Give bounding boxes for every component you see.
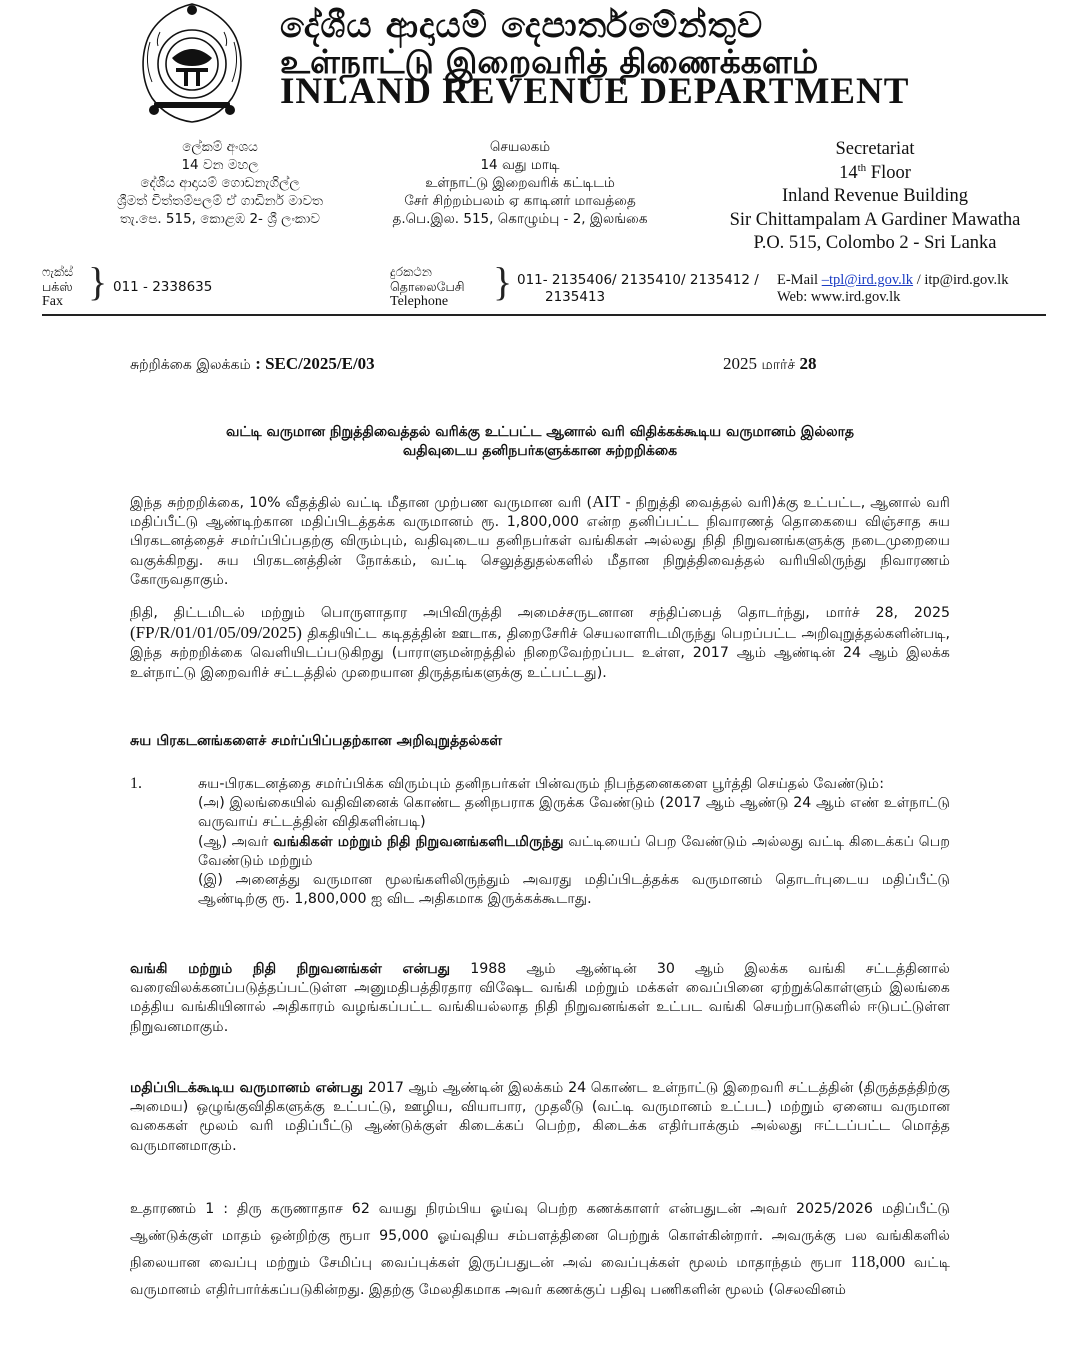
address-line: Sir Chittampalam A Gardiner Mawatha — [729, 209, 1021, 230]
list-number: 1. — [130, 775, 142, 792]
address-line: 14th Floor — [839, 161, 911, 183]
fax-number: 011 - 2338635 — [113, 279, 213, 295]
department-title-sinhala: දේශීය ආදායම් දෙපාර්තමේන්තුව — [280, 6, 764, 46]
address-line: P.O. 515, Colombo 2 - Sri Lanka — [753, 233, 997, 253]
circular-number: சுற்றிக்கை இலக்கம் : SEC/2025/E/03 — [130, 354, 375, 373]
department-title-english: INLAND REVENUE DEPARTMENT — [280, 71, 910, 112]
condition-b: (ஆ) அவர் வங்கிகள் மற்றும் நிதி நிறுவனங்களிடமிருந்து வட்டியைப் பெற வேண்டும் அல்லது வட்டி கிடைக்கப் பெற வேண்டும் மற்றும் — [198, 833, 950, 869]
circular-date: 2025 மார்ச் 28 — [723, 354, 817, 373]
address-line: තැ.පෙ. 515, කොළඹ 2- ශ්‍රී ලංකාව — [119, 211, 320, 227]
paragraph-bank-definition: வங்கி மற்றும் நிதி நிறுவனங்கள் என்பது 1988 ஆம் ஆண்டின் 30 ஆம் இலக்க வங்கி சட்டத்தினால் வரைவிலக்கனப்படுத்தப்பட்டுள்ள அனுமதிபத்திரதார விஷேட வங்கி மற்றும் மக்கள் வைப்பினை ஏற்றுக்கொள்ளும் இலங்கை மத்திய வங்கியினால் அதிகாரம் வழங்கப்பட்ட வங்கியல்லாத நிதி நிறுவனங்கள் உட்பட வங்கி செயற்பாடுகளில் ஈடுபட்டுள்ள நிறுவனமாகும். — [130, 961, 950, 1035]
address-line: செயலகம் — [489, 139, 551, 155]
circular-title: வட்டி வருமான நிறுத்திவைத்தல் வரிக்கு உட்பட்ட ஆனால் வரி விதிக்கக்கூடிய வருமானம் இல்லாத வதிவுடைய தனிநபர்களுக்கான சுற்றறிக்கை — [225, 424, 855, 459]
address-line: දේශීය ආදායම් ගොඩනැගිල්ල — [140, 175, 300, 191]
email-web-block: E-Mail –tpl@ird.gov.lk / itp@ird.gov.lk Web: www.ird.gov.lk — [777, 272, 1009, 305]
brace-divider: } — [493, 259, 513, 304]
telephone-label: දුරකථන தொலைபேசி Telephone — [390, 264, 465, 309]
header-divider — [42, 314, 1046, 316]
condition-a: (அ) இலங்கையில் வதிவினைக் கொண்ட தனிநபராக இருக்க வேண்டும் (2017 ஆம் ஆண்டு 24 ஆம் எண் உள்நாட்டு வருவாய் சட்டத்தின் விதிகளின்படி) — [198, 795, 950, 831]
paragraph-example-1: உதாரணம் 1 : திரு கருணாதாச 62 வயது நிரம்பிய ஓய்வு பெற்ற கணக்காளர் என்பதுடன் அவர் 2025/2026 மதிப்பீட்டு ஆண்டுக்குள் மாதம் ஒன்றிற்கு ரூபா 95,000 ஓய்வுதிய சம்பளத்தினை பெற்றுக் கொள்கின்றார். அவருக்கு பல வங்கிகளில் நிலையான வைப்பு மற்றும் சேமிப்பு வைப்புக்கள் இருப்பதுடன் அவ் வைப்புக்கள் மூலம் மாதாந்தம் ரூபா 118,000 வட்டி வருமானம் எதிர்பார்க்கப்படுகின்றது. இதற்கு மேலதிகமாக அவர் கணக்குப் பதிவு பணிகளின் மூலம் (செலவினம் — [130, 1201, 950, 1298]
telephone-numbers: 011- 2135406/ 2135410/ 2135412 / 2135413 — [517, 272, 759, 305]
paragraph-intro: இந்த சுற்றறிக்கை, 10% வீதத்தில் வட்டி மீதான முற்பண வருமான வரி (AIT - நிறுத்தி வைத்தல் வரி)க்கு உட்பட்ட, ஆனால் வரி மதிப்பீட்டு ஆண்டிற்கான மதிப்பிடத்தக்க வருமானம் ரூ. 1,800,000 என்ற தனிப்பட்ட நிவாரணத் தொகையை விஞ்சாத சுய பிரகடனத்தைச் சமர்ப்பிப்பதற்கு விரும்பும், வதிவுடைய தனிநபர்கள் வங்கிகள் அல்லது நிதி நிறுவனங்களுக்கு நடைமுறையை வகுக்கிறது. சுய பிரகடனத்தின் நோக்கம், வட்டி செலுத்துதல்களில் மீதான நிறுத்திவைத்தல் வரியிலிருந்து நிவாரணம் கோருவதாகும். — [130, 492, 951, 588]
address-line: உள்நாட்டு இறைவரிக் கட்டிடம் — [425, 175, 615, 191]
website-text: Web: www.ird.gov.lk — [777, 289, 901, 305]
section-heading: சுய பிரகடனங்களைச் சமர்ப்பிப்பதற்கான அறிவுறுத்தல்கள் — [130, 733, 503, 749]
address-line: Secretariat — [835, 139, 915, 159]
address-line: ලේකම් අංශය — [182, 139, 258, 155]
address-english — [705, 138, 1045, 256]
paragraph-income-definition: மதிப்பிடக்கூடிய வருமானம் என்பது 2017 ஆம் ஆண்டின் இலக்கம் 24 கொண்ட உள்நாட்டு இறைவரி சட்டத்தின் (திருத்தத்திற்கு அமைய) ஒழுங்குவிதிகளுக்கு உட்பட்டு, ஊழிய, வியாபார, முதலீடு (வட்டி வருமானம் உட்பட) மற்றும் ஏனைய வருமான வகைகள் மூலம் வரி மதிப்பீட்டு ஆண்டுக்குள் கிடைக்கப் பெற்ற, கிடைக்க எதிர்பாக்கும் அல்லது ஈட்டப்பட்ட மொத்த வருமானமாகும். — [130, 1080, 951, 1154]
list-intro: சுய-பிரகடனத்தை சமர்ப்பிக்க விரும்பும் தனிநபர்கள் பின்வரும் நிபந்தனைகளை பூர்த்தி செய்தல் வேண்டும்: — [198, 776, 884, 792]
address-line: Inland Revenue Building — [782, 186, 968, 206]
paragraph-authority: நிதி, திட்டமிடல் மற்றும் பொருளாதார அபிவிருத்தி அமைச்சருடனான சந்திப்பைத் தொடர்ந்து, மார்ச் 28, 2025 (FP/R/01/01/05/09/2025) திகதியிட்ட கடிதத்தின் ஊடாக, திறைசேரிச் செயலாளரிடமிருந்து பெறப்பட்ட அறிவுறுத்தல்களின்படி, இந்த சுற்றறிக்கை வெளியிடப்படுகிறது (பாராளுமன்றத்தில் நிறைவேற்றப்பட உள்ள, 2017 ஆம் ஆண்டின் 24 ஆம் இலக்க உள்நாட்டு இறைவரிச் சட்டத்தில் முறையான திருத்தங்களுக்கு உட்பட்டது). — [130, 605, 950, 681]
address-line: 14 வது மாடி — [480, 157, 560, 173]
condition-c: (இ) அனைத்து வருமான மூலங்களிலிருந்தும் அவரது மதிப்பிடத்தக்க வருமானம் தொடர்புடைய மதிப்பீட்டு ஆண்டிற்கு ரூ. 1,800,000 ஐ விட அதிகமாக இருக்கக்கூடாது. — [198, 872, 950, 908]
address-line: ශ්‍රීමත් චිත්තම්පලම් ඒ ගාඩිනර් මාවත — [116, 193, 324, 209]
address-tamil — [360, 138, 680, 228]
department-title-tamil: உள்நாட்டு இறைவரித் திணைக்களம் — [280, 42, 819, 81]
address-line: த.பெ.இல. 515, கொழும்பு - 2, இலங்கை — [392, 211, 648, 227]
brace-divider: } — [88, 259, 108, 304]
fax-label: ෆැක්ස් பக்ஸ் Fax — [42, 264, 74, 309]
email-link[interactable]: –tpl@ird.gov.lk — [821, 272, 914, 288]
address-line: சேர் சிற்றம்பலம் ஏ காடினர் மாவத்தை — [404, 193, 636, 209]
address-sinhala — [70, 138, 370, 228]
list-item — [198, 775, 950, 909]
sri-lanka-emblem-icon — [132, 2, 252, 126]
address-line: 14 වන මහල — [181, 157, 259, 173]
